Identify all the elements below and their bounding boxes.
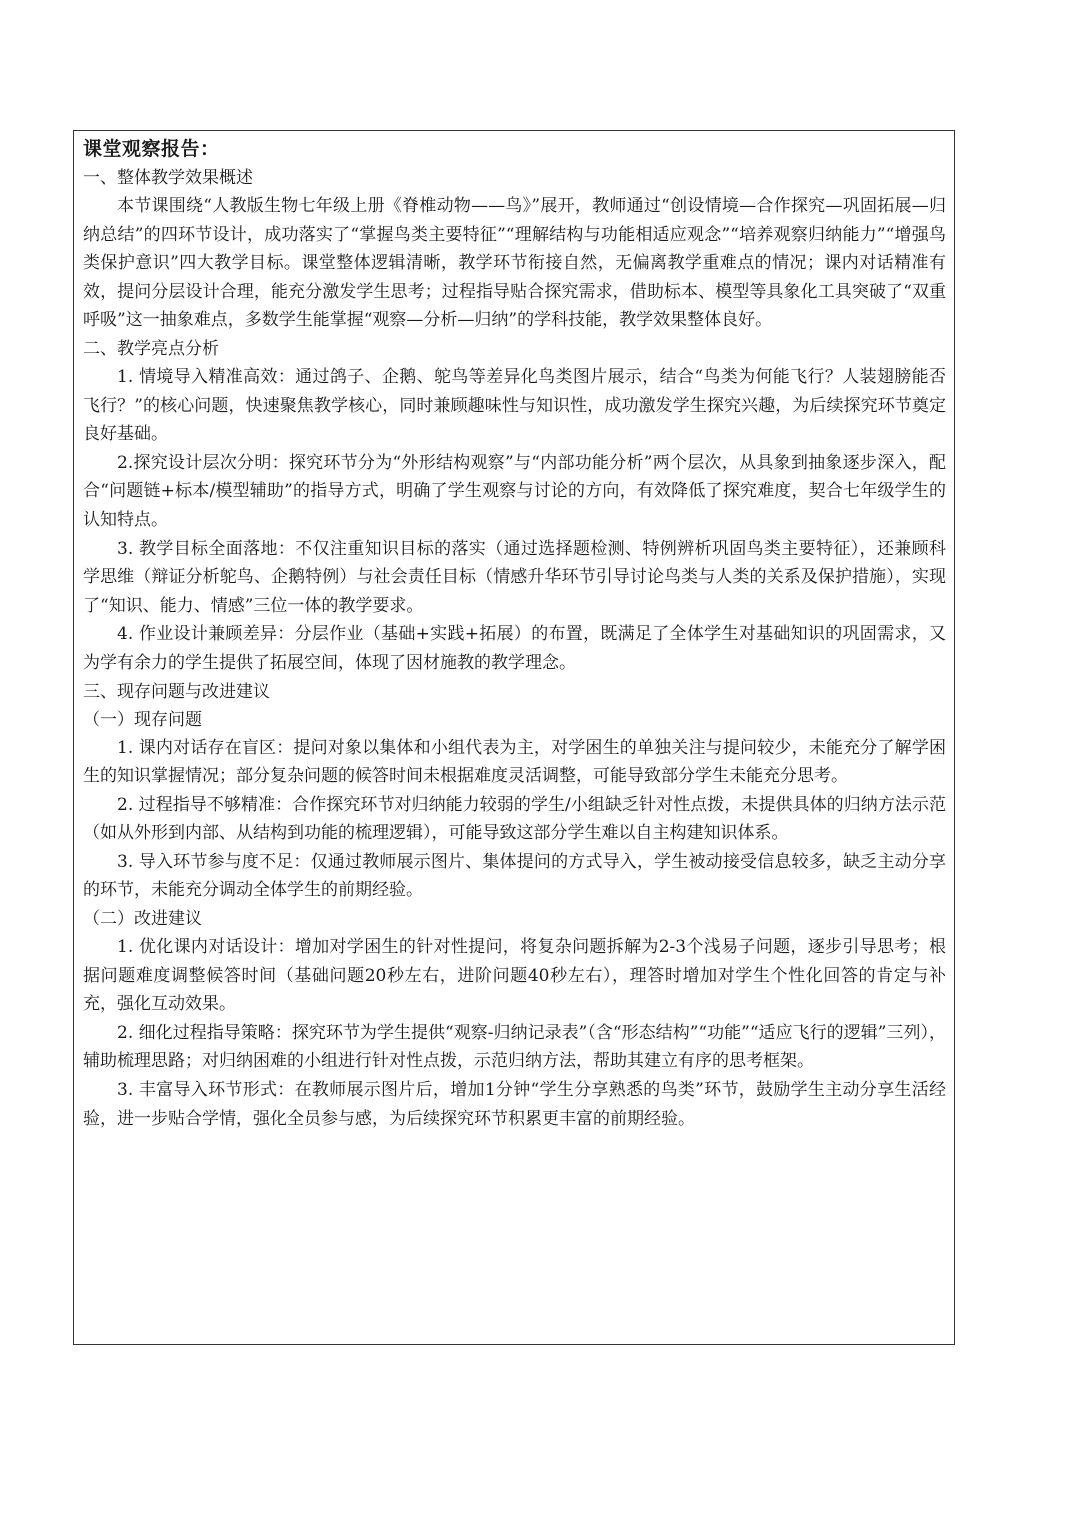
highlight-paragraph-1: 1. 情境导入精准高效：通过鸽子、企鹅、鸵鸟等差异化鸟类图片展示，结合“鸟类为何能飞行？人装翅膀能否飞行？”的核心问题，快速聚焦教学核心，同时兼顾趣味性与知识性，成功激发学生探究兴趣，为后续探究环节奠定良好基础。 bbox=[83, 366, 946, 445]
suggestion-paragraph-1: 1. 优化课内对话设计：增加对学困生的针对性提问，将复杂问题拆解为2-3个浅易子问题，逐步引导思考；根据问题难度调整候答时间（基础问题20秒左右，进阶问题40秒左右），理答时增加对学生个性化回答的肯定与补充，强化互动效果。 bbox=[83, 937, 946, 1015]
highlight-paragraph-2: 2.探究设计层次分明：探究环节分为“外形结构观察”与“内部功能分析”两个层次，从具象到抽象逐步深入，配合“问题链+标本/模型辅助”的指导方式，明确了学生观察与讨论的方向，有效降低了探究难度，契合七年级学生的认知特点。 bbox=[83, 452, 946, 530]
problem-paragraph-2: 2. 过程指导不够精准：合作探究环节对归纳能力较弱的学生/小组缺乏针对性点拨，未提供具体的归纳方法示范（如从外形到内部、从结构到功能的梳理逻辑），可能导致这部分学生难以自主构建知识体系。 bbox=[83, 794, 946, 844]
overview-paragraph: 本节课围绕“人教版生物七年级上册《脊椎动物——鸟》”展开，教师通过“创设情境—合作探究—巩固拓展—归纳总结”的四环节设计，成功落实了“掌握鸟类主要特征”“理解结构与功能相适应观念”“培养观察归纳能力”“增强鸟类保护意识”四大教学目标。课堂整体逻辑清晰，教学环节衔接自然，无偏离教学重难点的情况；课内对话精准有效，提问分层设计合理，能充分激发学生思考；过程指导贴合探究需求，借助标本、模型等具象化工具突破了“双重呼吸”这一抽象难点，多数学生能掌握“观察—分析—归纳”的学科技能，教学效果整体良好。 bbox=[83, 196, 946, 331]
suggestion-paragraph-3: 3. 丰富导入环节形式：在教师展示图片后，增加1分钟“学生分享熟悉的鸟类”环节，鼓励学生主动分享生活经验，进一步贴合学情，强化全员参与感，为后续探究环节积累更丰富的前期经验。 bbox=[83, 1080, 946, 1129]
problem-paragraph-3: 3. 导入环节参与度不足：仅通过教师展示图片、集体提问的方式导入，学生被动接受信息较多，缺乏主动分享的环节，未能充分调动全体学生的前期经验。 bbox=[83, 851, 946, 901]
highlight-paragraph-3: 3. 教学目标全面落地：不仅注重知识目标的落实（通过选择题检测、特例辨析巩固鸟类主要特征），还兼顾科学思维（辩证分析鸵鸟、企鹅特例）与社会责任目标（情感升华环节引导讨论鸟类与人类的关系及保护措施），实现了“知识、能力、情感”三位一体的教学要求。 bbox=[83, 538, 946, 616]
section-heading-highlights: 二、教学亮点分析 bbox=[83, 338, 219, 359]
section-heading-overview: 一、整体教学效果概述 bbox=[83, 168, 253, 188]
report-frame bbox=[73, 130, 955, 1345]
subheading-problems: （一）现存问题 bbox=[83, 709, 202, 730]
subheading-suggestions: （二）改进建议 bbox=[83, 909, 202, 930]
problem-paragraph-1: 1. 课内对话存在盲区：提问对象以集体和小组代表为主，对学困生的单独关注与提问较少，未能充分了解学困生的知识掌握情况；部分复杂问题的候答时间未根据难度灵活调整，可能导致部分学生未能充分思考。 bbox=[83, 737, 946, 787]
report-title: 课堂观察报告： bbox=[83, 138, 220, 160]
section-heading-issues: 三、现存问题与改进建议 bbox=[83, 681, 270, 702]
suggestion-paragraph-2: 2. 细化过程指导策略：探究环节为学生提供“观察-归纳记录表”（含“形态结构”“功能”“适应飞行的逻辑”三列），辅助梳理思路；对归纳困难的小组进行针对性点拨，示范归纳方法，帮助其建立有序的思考框架。 bbox=[83, 1022, 946, 1072]
highlight-paragraph-4: 4. 作业设计兼顾差异：分层作业（基础+实践+拓展）的布置，既满足了全体学生对基础知识的巩固需求，又为学有余力的学生提供了拓展空间，体现了因材施教的教学理念。 bbox=[83, 624, 946, 673]
